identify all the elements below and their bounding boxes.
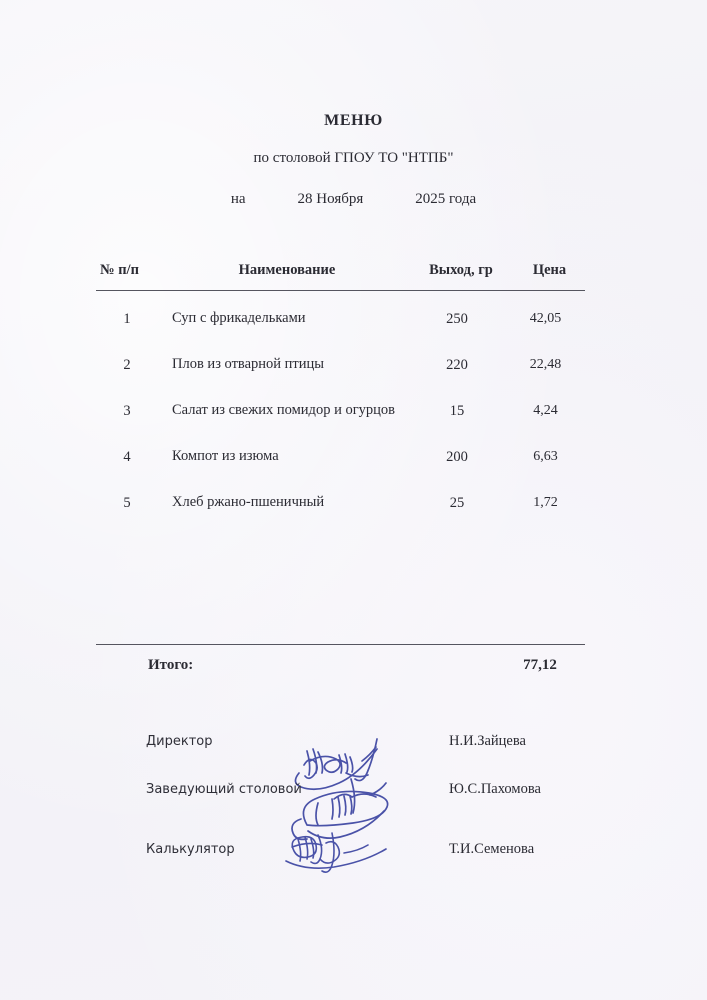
- document-subtitle: по столовой ГПОУ ТО "НТПБ": [253, 150, 454, 166]
- cell-price: 42,05: [529, 311, 562, 326]
- cell-output: 220: [446, 356, 468, 373]
- cell-output: 200: [446, 448, 468, 465]
- date-prefix: на: [230, 191, 246, 207]
- cell-output: 15: [449, 402, 465, 419]
- cell-number: 3: [123, 402, 131, 419]
- table-row: [96, 399, 585, 423]
- total-value: 77,12: [523, 657, 557, 673]
- signature-role: Калькулятор: [146, 842, 235, 857]
- table-row: [96, 445, 585, 469]
- column-header-price: Цена: [532, 262, 567, 278]
- signature-block: [146, 733, 576, 889]
- cell-name: Плов из отварной птицы: [172, 356, 325, 373]
- column-header-name: Наименование: [238, 262, 336, 278]
- menu-table: [96, 262, 585, 537]
- table-header-row: [96, 262, 585, 290]
- signature-name: Н.И.Зайцева: [449, 733, 526, 749]
- cell-name: Компот из изюма: [172, 448, 279, 465]
- column-header-number: № п/п: [100, 262, 139, 278]
- signature-row: [146, 841, 576, 889]
- total-row: [96, 645, 585, 674]
- column-header-output: Выход, гр: [429, 262, 493, 278]
- cell-number: 5: [123, 494, 131, 511]
- cell-price: 1,72: [533, 495, 558, 510]
- cell-number: 2: [123, 356, 131, 373]
- table-body: [96, 291, 585, 515]
- table-row: [96, 353, 585, 377]
- table-row: [96, 491, 585, 515]
- signature-role: Директор: [146, 734, 213, 749]
- cell-output: 25: [449, 494, 465, 511]
- signature-role: Заведующий столовой: [146, 782, 302, 797]
- table-row: [96, 307, 585, 331]
- signature-name: Т.И.Семенова: [449, 841, 535, 857]
- cell-number: 1: [123, 310, 131, 327]
- cell-name: Хлеб ржано-пшеничный: [172, 494, 325, 511]
- cell-name: Суп с фрикадельками: [172, 310, 306, 327]
- date-value: 28 Ноября: [297, 191, 364, 207]
- document-date-line: [0, 191, 707, 208]
- cell-name: Салат из свежих помидор и огурцов: [172, 402, 396, 419]
- total-label: Итого:: [148, 657, 194, 673]
- signature-row: [146, 733, 576, 781]
- signature-row: [146, 781, 576, 841]
- signature-name: Ю.С.Пахомова: [449, 781, 541, 797]
- cell-price: 4,24: [533, 403, 558, 418]
- cell-price: 22,48: [529, 357, 562, 372]
- date-year: 2025 года: [415, 191, 477, 207]
- cell-number: 4: [123, 448, 131, 465]
- cell-output: 250: [446, 310, 468, 327]
- total-block: [96, 644, 585, 674]
- page-title: МЕНЮ: [324, 112, 383, 129]
- cell-price: 6,63: [533, 449, 558, 464]
